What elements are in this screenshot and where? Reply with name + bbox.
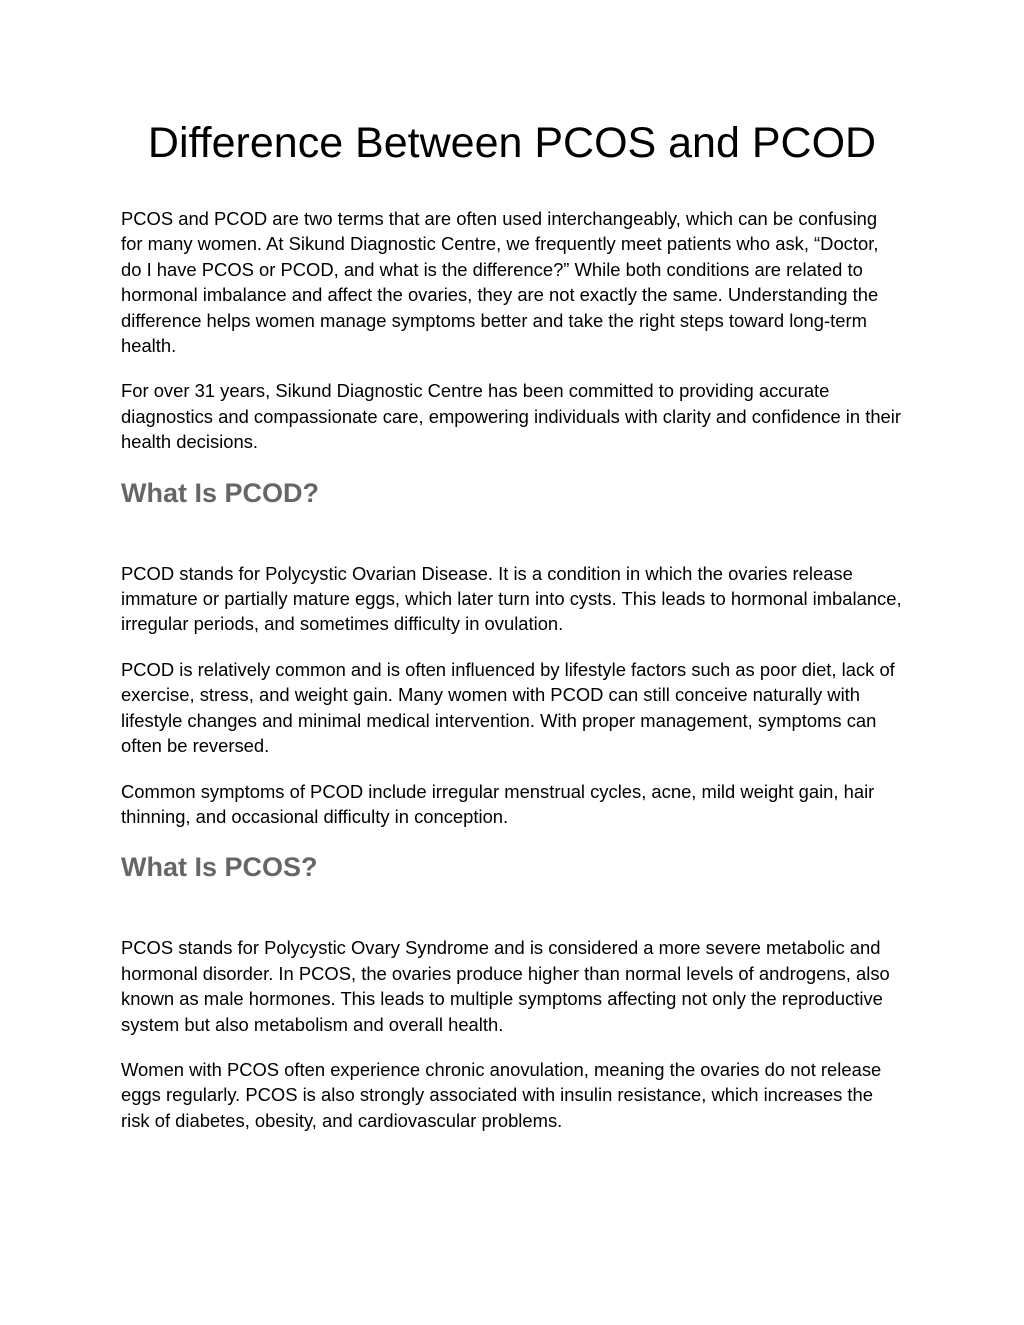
paragraph: Women with PCOS often experience chronic anovulation, meaning the ovaries do not release eggs regularly. PCOS is also strongly associated with insulin resistance, which increases the risk of diabetes, obesity, and cardiovascular problems. [121, 1058, 882, 1131]
paragraph: PCOD stands for Polycystic Ovarian Disease. It is a condition in which the ovaries release immature or partially mature eggs, which later turn into cysts. This leads to hormonal imbalance, irregular periods, and sometimes difficulty in ovulation. [121, 562, 902, 635]
paragraph: For over 31 years, Sikund Diagnostic Centre has been committed to providing accurate diagnostics and compassionate care, empowering individuals with clarity and confidence in their health decisions. [121, 380, 901, 453]
paragraph: Common symptoms of PCOD include irregular menstrual cycles, acne, mild weight gain, hair thinning, and occasional difficulty in conception. [121, 780, 875, 827]
section-heading: What Is PCOS? [121, 852, 318, 883]
paragraph: PCOS stands for Polycystic Ovary Syndrome and is considered a more severe metabolic and hormonal disorder. In PCOS, the ovaries produce higher than normal levels of androgens, also known as male hormones. This leads to multiple symptoms affecting not only the reproductive system but also metabolism and overall health. [121, 937, 890, 1035]
paragraph: PCOS and PCOD are two terms that are often used interchangeably, which can be confusing for many women. At Sikund Diagnostic Centre, we frequently meet patients who ask, “Doctor, do I have PCOS or PCOD, and what is the difference?” While both conditions are related to hormonal imbalance and affect the ovaries, they are not exactly the same. Understanding the difference helps women manage symptoms better and take the right steps toward long-term health. [121, 208, 879, 357]
page-title: Difference Between PCOS and PCOD [147, 119, 877, 167]
paragraph: PCOD is relatively common and is often influenced by lifestyle factors such as poor diet, lack of exercise, stress, and weight gain. Many women with PCOD can still conceive naturally with lifestyle changes and minimal medical intervention. With proper management, symptoms can often be reversed. [121, 658, 895, 757]
section-heading: What Is PCOD? [121, 477, 320, 508]
document-body [121, 206, 903, 1133]
